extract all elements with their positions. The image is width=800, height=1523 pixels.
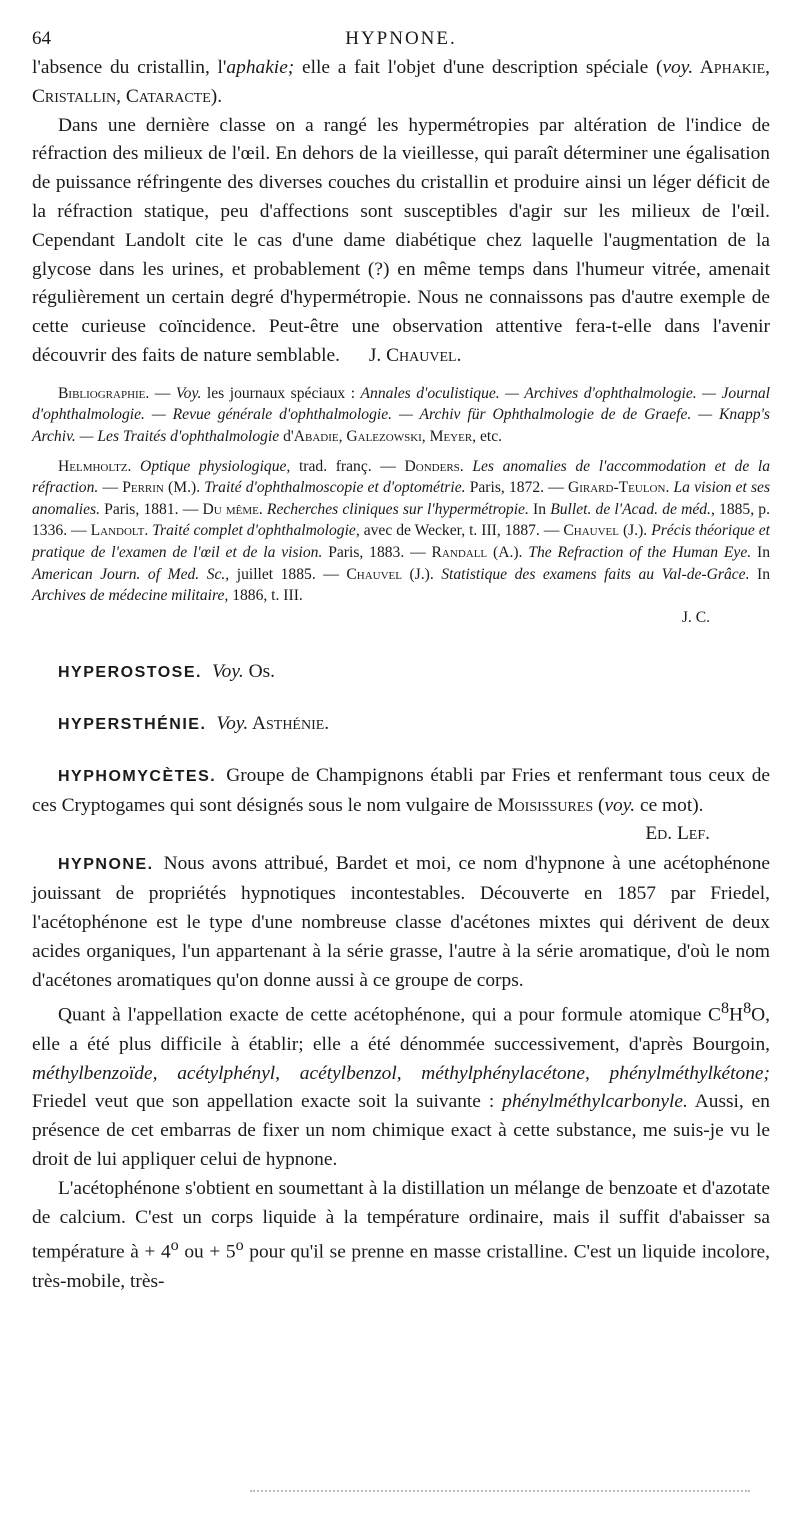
text-run: méthylbenzoïde, acétylphényl, acétylbenzol, méthylphénylacétone, phénylméthylkétone; bbox=[32, 1062, 770, 1084]
text-run: Paris, 1883. — bbox=[322, 543, 432, 561]
entry-hypersthenie bbox=[32, 710, 770, 740]
text-run: (J.). bbox=[618, 522, 652, 540]
text-run: Recherches cliniques sur l'hypermétropie. bbox=[262, 500, 529, 518]
text-run: l'absence du cristallin, l' bbox=[32, 57, 227, 78]
text-run: (A.). bbox=[487, 543, 529, 561]
text-run: juillet 1885. — bbox=[229, 565, 347, 583]
text-run: phénylméthylcarbonyle. bbox=[502, 1091, 688, 1113]
author: Landolt. bbox=[90, 522, 149, 540]
headword: HYPEROSTOSE. bbox=[58, 664, 202, 682]
bibliography-journals bbox=[32, 383, 770, 448]
signature: J. C. bbox=[681, 608, 710, 626]
text-run: trad. franç. — bbox=[290, 457, 405, 475]
text-run: — bbox=[98, 479, 123, 497]
text-run: Précis théorique et pratique de l'examen de l'œil et de la vision. bbox=[32, 522, 770, 561]
headword: HYPHOMYCÈTES. bbox=[58, 767, 217, 785]
text-run: Paris, 1881. — bbox=[100, 500, 203, 518]
text-run: aphakie; bbox=[226, 57, 295, 78]
text-run: Friedel veut que son appellation exacte soit la suivante : bbox=[32, 1091, 503, 1113]
paragraph-refraction bbox=[32, 112, 770, 371]
faded-footer-rule bbox=[250, 1490, 750, 1492]
text-run: Voy. bbox=[211, 661, 244, 683]
text-run: (M.). bbox=[163, 479, 205, 497]
superscript: o bbox=[235, 1237, 244, 1255]
text-run: Aussi, en présence de cet embarras de fixer un nom chimique exact à cette substance, me suis-je vu le droit de lui appliquer celui de hypnone. bbox=[32, 1091, 770, 1170]
entry-hyphomycetes bbox=[32, 762, 770, 845]
text-run: (J.). bbox=[401, 565, 442, 583]
superscript: 8 bbox=[743, 1000, 752, 1018]
text-run: Traité complet d'ophthalmologie, bbox=[148, 522, 360, 540]
author: Du même. bbox=[202, 500, 263, 518]
author: Randall bbox=[431, 543, 488, 561]
text-run: In bbox=[528, 500, 551, 518]
text-run: voy. bbox=[662, 57, 694, 78]
text-run: — bbox=[149, 384, 176, 402]
text-run: Bullet. de l'Acad. de méd., bbox=[550, 500, 715, 518]
text-run: 1886, t. III. bbox=[228, 587, 303, 605]
bibliography-label: Bibliographie. bbox=[58, 384, 150, 402]
text-run: 1885, p. 1336. — bbox=[32, 500, 770, 540]
text-run: Statistique des examens faits au Val-de-Grâce. bbox=[441, 565, 750, 583]
text-run: American Journ. of Med. Sc., bbox=[32, 565, 230, 583]
headword: HYPNONE. bbox=[58, 856, 154, 874]
entry-hypnone bbox=[32, 850, 770, 995]
text-run: H bbox=[729, 1004, 744, 1026]
paragraph-aphakie bbox=[32, 54, 770, 112]
headword: HYPERSTHÉNIE. bbox=[58, 716, 207, 734]
text-run: ce mot). bbox=[635, 794, 704, 816]
signature: Ed. Lef. bbox=[645, 823, 710, 845]
text-run: Groupe de Champignons établi par Fries et renfermant tous ceux de ces Cryptogames qui sont désignés sous le nom vulgaire de bbox=[32, 764, 770, 816]
text-run: Traité d'ophthalmoscopie et d'optométrie. bbox=[204, 479, 466, 497]
author: Chauvel bbox=[563, 522, 619, 540]
text-run: etc. bbox=[476, 427, 503, 445]
author: Helmholtz. bbox=[58, 457, 132, 475]
author: Perrin bbox=[122, 479, 164, 497]
text-run: Archives de médecine militaire, bbox=[32, 587, 229, 605]
text-run: O, elle a été plus difficile à établir; elle a été dénommée successivement, d'après Bourgoin, bbox=[32, 1004, 770, 1055]
author: Chauvel bbox=[346, 565, 402, 583]
text-run: Quant à l'appellation exacte de cette acétophénone, qui a pour formule atomique C bbox=[58, 1004, 721, 1026]
page-number: 64 bbox=[32, 28, 51, 49]
text-run: Voy. bbox=[216, 713, 249, 735]
page-header bbox=[32, 28, 770, 54]
text-run: d' bbox=[279, 427, 294, 445]
text-run: Annales d'oculistique. — Archives d'ophthalmologie. — Journal d'ophthalmologie. — Revue générale d'ophthalmologie. — Archiv für Ophthalmologie de de Graefe. — Knapp's Archiv. — Les Traités d'ophthalmologie bbox=[32, 384, 770, 445]
text-run: Optique physiologique, bbox=[131, 457, 291, 475]
text-run: Dans une dernière classe on a rangé les hypermétropies par altération de l'indice de réfraction des milieux de l'œil. En dehors de la vieillesse, qui paraît déterminer une égalisation de puissance réfringente des diverses couches du cristallin et produire ainsi un léger déficit de la réfraction statique, peu d'affections sont susceptibles d'agir sur les milieux de l'œil. Cependant Landolt cite le cas d'une dame diabétique chez laquelle l'augmentation de la glycose dans les urines, et probablement (?) en même temps dans l'humeur vitrée, amenait régulièrement un certain degré d'hypermétropie. Nous ne connaissons pas d'autre exemple de cette curieuse coïncidence. Peut-être une observation attentive fera-t-elle dans l'avenir découvrir des faits de nature semblable. bbox=[32, 114, 770, 366]
text-run: elle a fait l'objet d'une description spéciale ( bbox=[294, 57, 663, 78]
author: Donders. bbox=[404, 457, 464, 475]
text-run: Nous avons attribué, Bardet et moi, ce nom d'hypnone à une acétophénone jouissant de propriétés hypnotiques incontestables. Découverte en 1857 par Friedel, l'acétophénone est le type d'une nombreuse classe d'acétones mixtes qui dérivent de deux acides organiques, l'un appartenant à la série grasse, l'autre à la série aromatique, d'où le nom d'acétones aromatiques qu'on donne aussi à ce groupe de corps. bbox=[32, 853, 770, 991]
text-run: ). bbox=[210, 85, 223, 107]
text-run: ( bbox=[593, 794, 605, 816]
entry-hyperostose bbox=[32, 658, 770, 688]
superscript: 8 bbox=[720, 1000, 730, 1018]
bibliography-references bbox=[32, 456, 770, 629]
paragraph-appellation bbox=[32, 995, 770, 1174]
text-run: La vision et ses anomalies. bbox=[32, 479, 771, 518]
text-run: Abadie, Galezowski, Meyer, bbox=[293, 427, 477, 445]
text-run: les journaux spéciaux : bbox=[201, 384, 361, 402]
superscript: o bbox=[170, 1237, 179, 1255]
text-run: L'acétophénone s'obtient en soumettant à la distillation un mélange de benzoate et d'azotate de calcium. C'est un corps liquide à la température ordinaire, mais il suffit d'abaisser sa température à + 4 bbox=[32, 1177, 770, 1263]
text-run: ou + 5 bbox=[178, 1241, 236, 1263]
text-run: Os. bbox=[243, 661, 275, 683]
text-run: Les anomalies de l'accommodation et de la réfraction. bbox=[32, 457, 771, 497]
text-run: Voy. bbox=[175, 384, 202, 402]
text-run: In bbox=[749, 565, 771, 583]
text-run: pour qu'il se prenne en masse cristalline. C'est un liquide incolore, très-mobile, très- bbox=[32, 1241, 770, 1292]
signature: J. Chauvel. bbox=[368, 344, 462, 366]
text-run: voy. bbox=[604, 794, 636, 816]
text-run: Asthénie. bbox=[248, 713, 330, 735]
text-run: Moisissures bbox=[497, 794, 594, 816]
text-run: The Refraction of the Human Eye. bbox=[528, 543, 752, 561]
text-run: Aphakie, Cristallin, Cataracte bbox=[32, 57, 770, 107]
text-run: In bbox=[751, 543, 770, 561]
page bbox=[32, 28, 770, 1296]
author: Girard-Teulon. bbox=[567, 479, 670, 497]
running-head: HYPNONE. bbox=[345, 28, 457, 49]
paragraph-preparation bbox=[32, 1175, 770, 1297]
text-run: avec de Wecker, t. III, 1887. — bbox=[359, 522, 564, 540]
text-run: Paris, 1872. — bbox=[465, 479, 568, 497]
